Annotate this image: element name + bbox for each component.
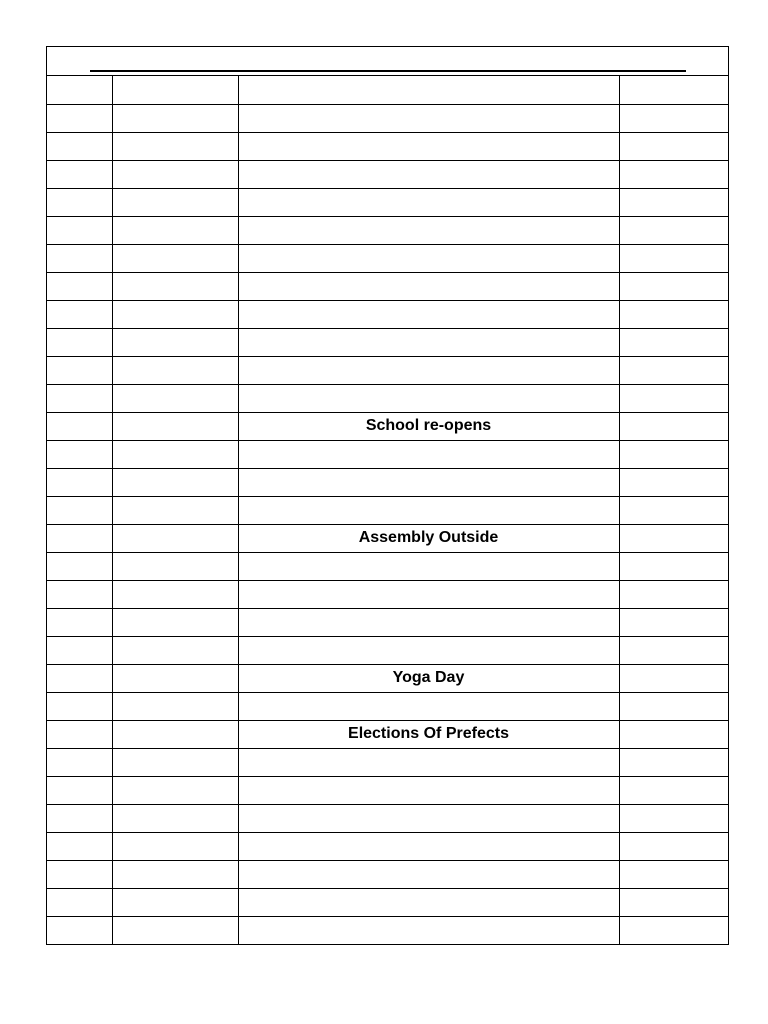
event-cell: School re-opens — [238, 412, 619, 440]
day-cell — [112, 384, 238, 412]
remarks-cell — [619, 888, 728, 916]
date-cell — [47, 496, 112, 524]
date-cell — [47, 580, 112, 608]
remarks-cell — [619, 664, 728, 692]
table-row — [47, 272, 728, 300]
date-cell — [47, 356, 112, 384]
table-row — [47, 888, 728, 916]
date-cell — [47, 132, 112, 160]
event-cell — [238, 636, 619, 664]
event-cell — [238, 804, 619, 832]
event-cell — [238, 132, 619, 160]
event-cell — [238, 748, 619, 776]
table-row — [47, 636, 728, 664]
table-row — [47, 328, 728, 356]
remarks-cell — [619, 496, 728, 524]
table-row — [47, 356, 728, 384]
table-row — [47, 860, 728, 888]
date-cell — [47, 636, 112, 664]
remarks-cell — [619, 272, 728, 300]
remarks-cell — [619, 776, 728, 804]
table-row — [47, 608, 728, 636]
day-cell — [112, 244, 238, 272]
table-row — [47, 832, 728, 860]
event-cell — [238, 76, 619, 104]
remarks-cell — [619, 552, 728, 580]
table-row — [47, 412, 728, 440]
date-cell — [47, 300, 112, 328]
date-cell — [47, 524, 112, 552]
date-cell — [47, 328, 112, 356]
date-cell — [47, 272, 112, 300]
date-cell — [47, 608, 112, 636]
day-cell — [112, 636, 238, 664]
day-cell — [112, 300, 238, 328]
title-area — [47, 47, 728, 76]
table-row — [47, 188, 728, 216]
table-row — [47, 804, 728, 832]
table-row — [47, 440, 728, 468]
remarks-cell — [619, 608, 728, 636]
schedule-sheet — [46, 46, 729, 945]
day-cell — [112, 440, 238, 468]
date-cell — [47, 244, 112, 272]
remarks-cell — [619, 524, 728, 552]
day-cell — [112, 216, 238, 244]
remarks-cell — [619, 300, 728, 328]
event-cell: Yoga Day — [238, 664, 619, 692]
table-row — [47, 916, 728, 944]
day-cell — [112, 188, 238, 216]
event-cell — [238, 832, 619, 860]
day-cell — [112, 328, 238, 356]
event-cell — [238, 300, 619, 328]
table-row — [47, 776, 728, 804]
event-cell — [238, 580, 619, 608]
event-cell — [238, 188, 619, 216]
date-cell — [47, 804, 112, 832]
event-cell — [238, 608, 619, 636]
table-row — [47, 104, 728, 132]
day-cell — [112, 412, 238, 440]
date-cell — [47, 664, 112, 692]
remarks-cell — [619, 412, 728, 440]
date-cell — [47, 916, 112, 944]
day-cell — [112, 608, 238, 636]
day-cell — [112, 916, 238, 944]
table-row — [47, 76, 728, 104]
day-cell — [112, 888, 238, 916]
date-cell — [47, 552, 112, 580]
event-cell — [238, 160, 619, 188]
event-cell — [238, 468, 619, 496]
remarks-cell — [619, 860, 728, 888]
remarks-cell — [619, 580, 728, 608]
schedule-table — [47, 76, 728, 944]
table-row — [47, 132, 728, 160]
event-cell — [238, 692, 619, 720]
event-cell: Assembly Outside — [238, 524, 619, 552]
remarks-cell — [619, 720, 728, 748]
remarks-cell — [619, 216, 728, 244]
table-row — [47, 216, 728, 244]
date-cell — [47, 412, 112, 440]
remarks-cell — [619, 468, 728, 496]
day-cell — [112, 776, 238, 804]
day-cell — [112, 720, 238, 748]
event-cell — [238, 888, 619, 916]
event-cell — [238, 244, 619, 272]
day-cell — [112, 160, 238, 188]
table-row — [47, 384, 728, 412]
table-row — [47, 244, 728, 272]
table-row — [47, 580, 728, 608]
event-cell — [238, 776, 619, 804]
date-cell — [47, 440, 112, 468]
day-cell — [112, 860, 238, 888]
remarks-cell — [619, 188, 728, 216]
table-row — [47, 552, 728, 580]
event-cell — [238, 860, 619, 888]
title-underline — [90, 70, 686, 72]
event-cell — [238, 440, 619, 468]
day-cell — [112, 356, 238, 384]
event-cell — [238, 384, 619, 412]
remarks-cell — [619, 916, 728, 944]
date-cell — [47, 76, 112, 104]
table-row — [47, 748, 728, 776]
day-cell — [112, 748, 238, 776]
day-cell — [112, 804, 238, 832]
remarks-cell — [619, 692, 728, 720]
event-cell — [238, 104, 619, 132]
date-cell — [47, 216, 112, 244]
remarks-cell — [619, 748, 728, 776]
remarks-cell — [619, 104, 728, 132]
day-cell — [112, 496, 238, 524]
table-row — [47, 468, 728, 496]
remarks-cell — [619, 132, 728, 160]
day-cell — [112, 524, 238, 552]
day-cell — [112, 552, 238, 580]
table-row — [47, 524, 728, 552]
date-cell — [47, 748, 112, 776]
event-cell — [238, 552, 619, 580]
remarks-cell — [619, 832, 728, 860]
day-cell — [112, 104, 238, 132]
remarks-cell — [619, 636, 728, 664]
day-cell — [112, 580, 238, 608]
date-cell — [47, 720, 112, 748]
date-cell — [47, 104, 112, 132]
table-row — [47, 496, 728, 524]
table-row — [47, 300, 728, 328]
day-cell — [112, 132, 238, 160]
event-cell — [238, 916, 619, 944]
date-cell — [47, 776, 112, 804]
date-cell — [47, 188, 112, 216]
remarks-cell — [619, 76, 728, 104]
event-cell: Elections Of Prefects — [238, 720, 619, 748]
day-cell — [112, 468, 238, 496]
table-row — [47, 160, 728, 188]
date-cell — [47, 860, 112, 888]
date-cell — [47, 468, 112, 496]
date-cell — [47, 832, 112, 860]
date-cell — [47, 888, 112, 916]
date-cell — [47, 384, 112, 412]
event-cell — [238, 328, 619, 356]
day-cell — [112, 76, 238, 104]
remarks-cell — [619, 160, 728, 188]
remarks-cell — [619, 244, 728, 272]
day-cell — [112, 692, 238, 720]
table-row — [47, 720, 728, 748]
table-row — [47, 692, 728, 720]
remarks-cell — [619, 356, 728, 384]
schedule-body — [47, 76, 728, 944]
event-cell — [238, 216, 619, 244]
event-cell — [238, 356, 619, 384]
day-cell — [112, 272, 238, 300]
day-cell — [112, 664, 238, 692]
day-cell — [112, 832, 238, 860]
remarks-cell — [619, 384, 728, 412]
remarks-cell — [619, 440, 728, 468]
event-cell — [238, 272, 619, 300]
remarks-cell — [619, 328, 728, 356]
event-cell — [238, 496, 619, 524]
date-cell — [47, 692, 112, 720]
date-cell — [47, 160, 112, 188]
table-row — [47, 664, 728, 692]
remarks-cell — [619, 804, 728, 832]
